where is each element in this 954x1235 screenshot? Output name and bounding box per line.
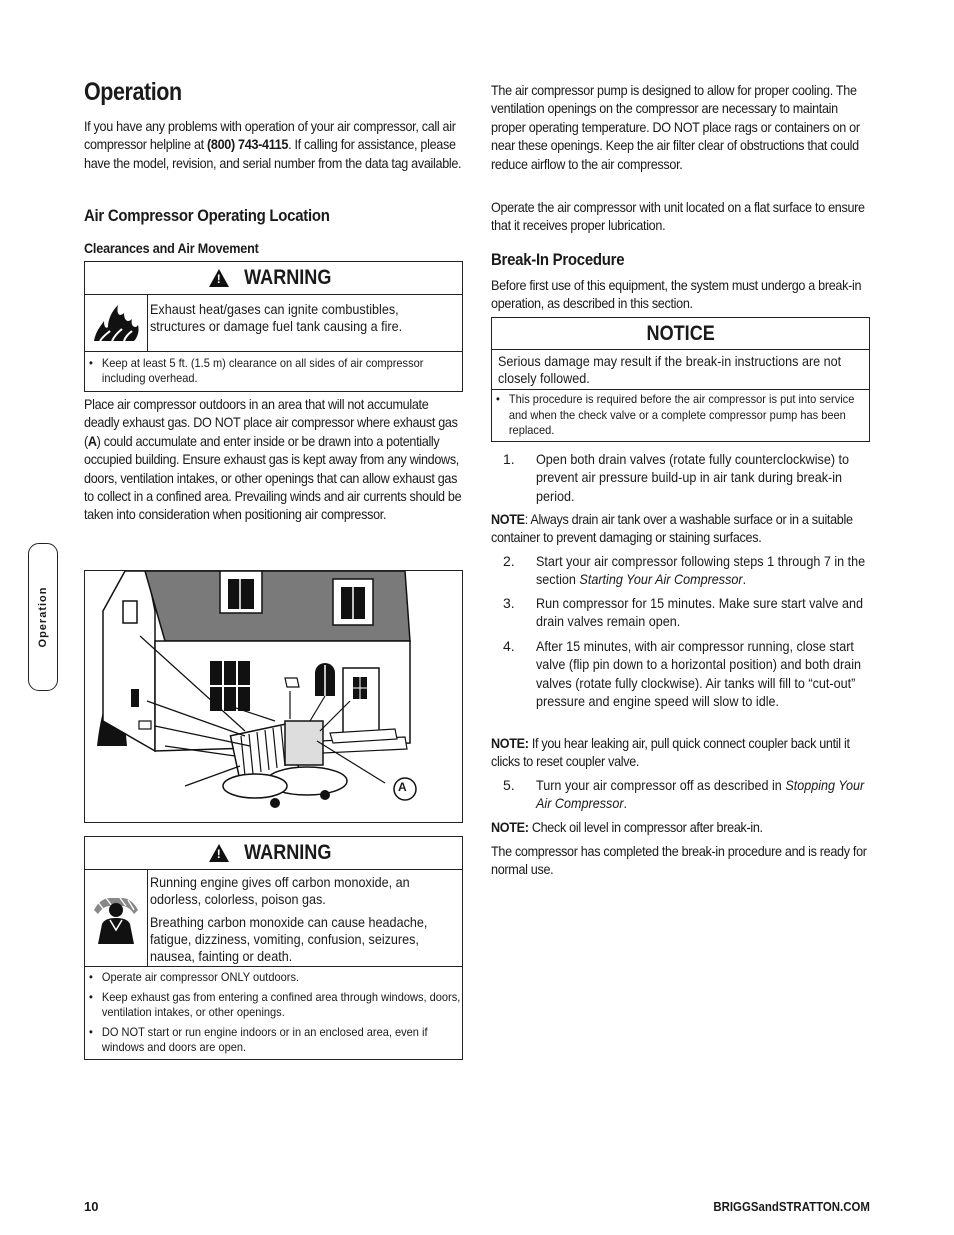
note-label: NOTE:: [491, 819, 529, 835]
notice-label: NOTICE: [646, 321, 715, 345]
warning2-bullet: • Keep exhaust gas from entering a confined area through windows, doors, ventilation intakes, or other openings.: [89, 990, 469, 1020]
step-5: [503, 776, 870, 813]
step-4-text: After 15 minutes, with air compressor running, close start valve (flip pin down to a horizontal position) and both drain valves (rotate fully clockwise). Air tanks will fill to “cut-out” pressure and engine speed will slow to idle.: [536, 638, 861, 710]
step-1-text: Open both drain valves (rotate fully counterclockwise) to prevent air pressure build-up in air tank during break-in period.: [536, 451, 850, 504]
side-tab-label: Operation: [37, 586, 49, 648]
warning-header: [85, 262, 462, 295]
warning-header-2: [85, 837, 462, 870]
step-3: [503, 594, 870, 631]
exhaust-clearance-illustration: [84, 570, 463, 823]
notice-box: [491, 317, 870, 442]
intro-text-end: . If calling for assistance, please have the model, revision, and serial number from the data tag available.: [84, 136, 462, 171]
intro-text: If you have any problems with operation of your air compressor, call air compressor helpline at: [84, 118, 456, 153]
location-heading: Air Compressor Operating Location: [84, 206, 330, 225]
breakin-intro-text: Before first use of this equipment, the system must undergo a break-in operation, as described in this section.: [491, 277, 862, 312]
note-label: NOTE:: [491, 735, 529, 751]
warning-triangle-icon: !: [209, 269, 229, 287]
helpline-phone: (800) 743-4115: [207, 136, 289, 153]
step-2: [503, 552, 870, 589]
notice-text: Serious damage may result if the break-in instructions are not closely followed.: [498, 353, 842, 386]
breakin-intro-paragraph: [491, 276, 870, 313]
step-number: 1.: [503, 451, 515, 467]
step-1: [503, 450, 870, 505]
poison-gas-icon: [85, 870, 148, 966]
completion-paragraph: [491, 842, 870, 879]
step-5-text: Turn your air compressor off as described in: [536, 777, 786, 793]
notice-bullet: • This procedure is required before the air compressor is put into service and when the check valve or a complete compressor pump has been replaced.: [496, 392, 876, 439]
intro-paragraph: [84, 117, 463, 172]
section-reference-stop: Stopping Your Air Compressor: [536, 777, 865, 812]
warning1-text: Exhaust heat/gases can ignite combustibles, structures or damage fuel tank causing a fire.: [150, 301, 403, 334]
step-4: [503, 637, 870, 711]
flat-surface-text: Operate the air compressor with unit located on a flat surface to ensure that it receives proper lubrication.: [491, 199, 865, 234]
flat-surface-paragraph: [491, 198, 870, 235]
placement-text: Place air compressor outdoors in an area that will not accumulate deadly exhaust gas. DO NOT place air compressor where exhaust gas (: [84, 396, 458, 449]
warning-triangle-icon: !: [209, 844, 229, 862]
step-number: 2.: [503, 553, 515, 569]
note-1: [491, 510, 870, 547]
step-number: 3.: [503, 595, 515, 611]
cooling-text: The air compressor pump is designed to allow for proper cooling. The ventilation openings on the compressor are necessary to maintain proper operating temperature. DO NOT place rags or containers on or near these openings. Keep the air filter clear of obstructions that could reduce airflow to the air compressor.: [491, 82, 860, 172]
placement-text-end: ) could accumulate and enter inside or be drawn into a potentially occupied building. Ensure exhaust gas is kept away from any windows, doors, ventilation intakes, or other openings that can allow exhaust gas to collect in a confined area. Prevailing winds and air currents should be taken into consideration when positioning air compressor.: [84, 432, 462, 523]
warning2-text2: Breathing carbon monoxide can cause headache, fatigue, dizziness, vomiting, confusion, seizures, nausea, fainting or death.: [150, 914, 428, 964]
cooling-paragraph: [491, 81, 870, 173]
page-number: 10: [84, 1199, 99, 1214]
step-2-text: Start your air compressor following steps 1 through 7 in the section: [536, 553, 866, 588]
warning2-label: WARNING: [243, 841, 332, 864]
page-title: Operation: [84, 78, 182, 106]
notice-header: [492, 318, 869, 350]
section-side-tab: [28, 543, 58, 691]
note-3-text: Check oil level in compressor after break-in.: [528, 819, 763, 835]
completion-text: The compressor has completed the break-in procedure and is ready for normal use.: [491, 843, 867, 878]
step-5-text-end: .: [623, 795, 628, 812]
note-3: [491, 818, 870, 836]
note-1-text: : Always drain air tank over a washable surface or in a suitable container to prevent damaging or staining surfaces.: [491, 511, 853, 546]
step-2-text-end: .: [742, 571, 747, 588]
step-number: 5.: [503, 777, 515, 793]
footer-website: BRIGGSandSTRATTON.COM: [713, 1199, 870, 1214]
warning2-bullet: • Operate air compressor ONLY outdoors.: [89, 970, 469, 985]
callout-ref-a: A: [87, 432, 97, 449]
warning2-text1: Running engine gives off carbon monoxide, an odorless, colorless, poison gas.: [150, 874, 410, 907]
step-3-text: Run compressor for 15 minutes. Make sure start valve and drain valves remain open.: [536, 595, 864, 630]
warning-label: WARNING: [243, 266, 332, 289]
figure-callout-a: A: [398, 780, 407, 794]
breakin-heading: Break-In Procedure: [491, 250, 625, 269]
warning-box-fire: [84, 261, 463, 392]
step-number: 4.: [503, 638, 515, 654]
warning-box-carbon-monoxide: [84, 836, 463, 1060]
note-2: [491, 734, 870, 771]
section-reference-start: Starting Your Air Compressor: [579, 571, 743, 588]
note-2-text: If you hear leaking air, pull quick connect coupler back until it clicks to reset coupler valve.: [491, 735, 850, 770]
note-label: NOTE: [491, 511, 525, 527]
warning1-bullet: • Keep at least 5 ft. (1.5 m) clearance on all sides of air compressor including overhead.: [89, 356, 469, 386]
clearance-heading: Clearances and Air Movement: [84, 240, 259, 256]
placement-paragraph: [84, 395, 463, 524]
warning2-bullet: • DO NOT start or run engine indoors or in an enclosed area, even if windows and doors are open.: [89, 1025, 469, 1055]
fire-icon: [85, 295, 148, 351]
